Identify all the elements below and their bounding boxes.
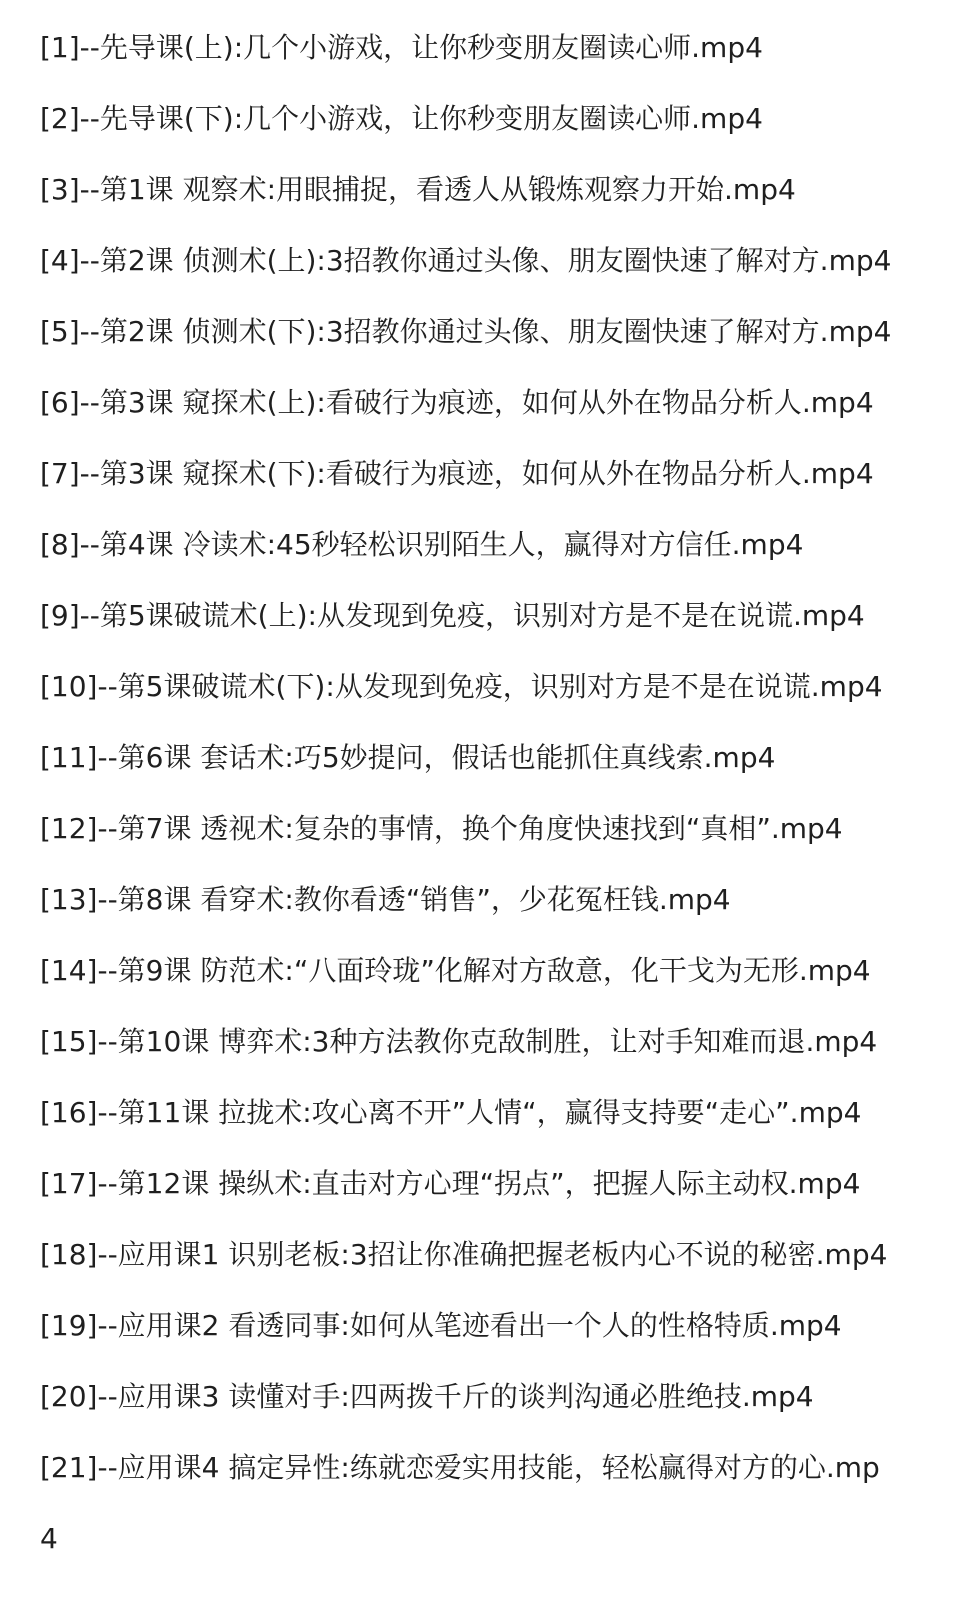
file-list-item: [7]--第3课 窥探术(下):看破行为痕迹，如何从外在物品分析人.mp4 [40,457,874,490]
file-list [40,12,940,1574]
file-list-item: [10]--第5课破谎术(下):从发现到免疫，识别对方是不是在说谎.mp4 [40,670,883,703]
file-list-item: [5]--第2课 侦测术(下):3招教你通过头像、朋友圈快速了解对方.mp4 [40,315,892,348]
file-list-item: [6]--第3课 窥探术(上):看破行为痕迹，如何从外在物品分析人.mp4 [40,386,874,419]
file-list-item: [4]--第2课 侦测术(上):3招教你通过头像、朋友圈快速了解对方.mp4 [40,244,892,277]
file-list-item: [2]--先导课(下):几个小游戏，让你秒变朋友圈读心师.mp4 [40,102,763,135]
file-list-item: [14]--第9课 防范术:“八面玲珑”化解对方敌意，化干戈为无形.mp4 [40,954,871,987]
file-list-item: [20]--应用课3 读懂对手:四两拨千斤的谈判沟通必胜绝技.mp4 [40,1380,814,1413]
file-list-item: [18]--应用课1 识别老板:3招让你准确把握老板内心不说的秘密.mp4 [40,1238,888,1271]
file-list-item: [3]--第1课 观察术:用眼捕捉，看透人从锻炼观察力开始.mp4 [40,173,796,206]
file-list-item: [1]--先导课(上):几个小游戏，让你秒变朋友圈读心师.mp4 [40,31,763,64]
file-list-item: [9]--第5课破谎术(上):从发现到免疫，识别对方是不是在说谎.mp4 [40,599,865,632]
file-list-item: [8]--第4课 冷读术:45秒轻松识别陌生人，赢得对方信任.mp4 [40,528,804,561]
file-list-item: [16]--第11课 拉拢术:攻心离不开”人情“，赢得支持要“走心”.mp4 [40,1096,862,1129]
file-list-item: [13]--第8课 看穿术:教你看透“销售”，少花冤枉钱.mp4 [40,883,731,916]
file-list-item-wrap: 4 [40,1522,58,1555]
file-list-item: [12]--第7课 透视术:复杂的事情，换个角度快速找到“真相”.mp4 [40,812,843,845]
file-list-item: [19]--应用课2 看透同事:如何从笔迹看出一个人的性格特质.mp4 [40,1309,842,1342]
file-list-item: [21]--应用课4 搞定异性:练就恋爱实用技能，轻松赢得对方的心.mp [40,1451,880,1484]
file-list-item: [15]--第10课 博弈术:3种方法教你克敌制胜，让对手知难而退.mp4 [40,1025,878,1058]
file-list-item: [17]--第12课 操纵术:直击对方心理“拐点”，把握人际主动权.mp4 [40,1167,861,1200]
file-list-item: [11]--第6课 套话术:巧5妙提问，假话也能抓住真线索.mp4 [40,741,776,774]
